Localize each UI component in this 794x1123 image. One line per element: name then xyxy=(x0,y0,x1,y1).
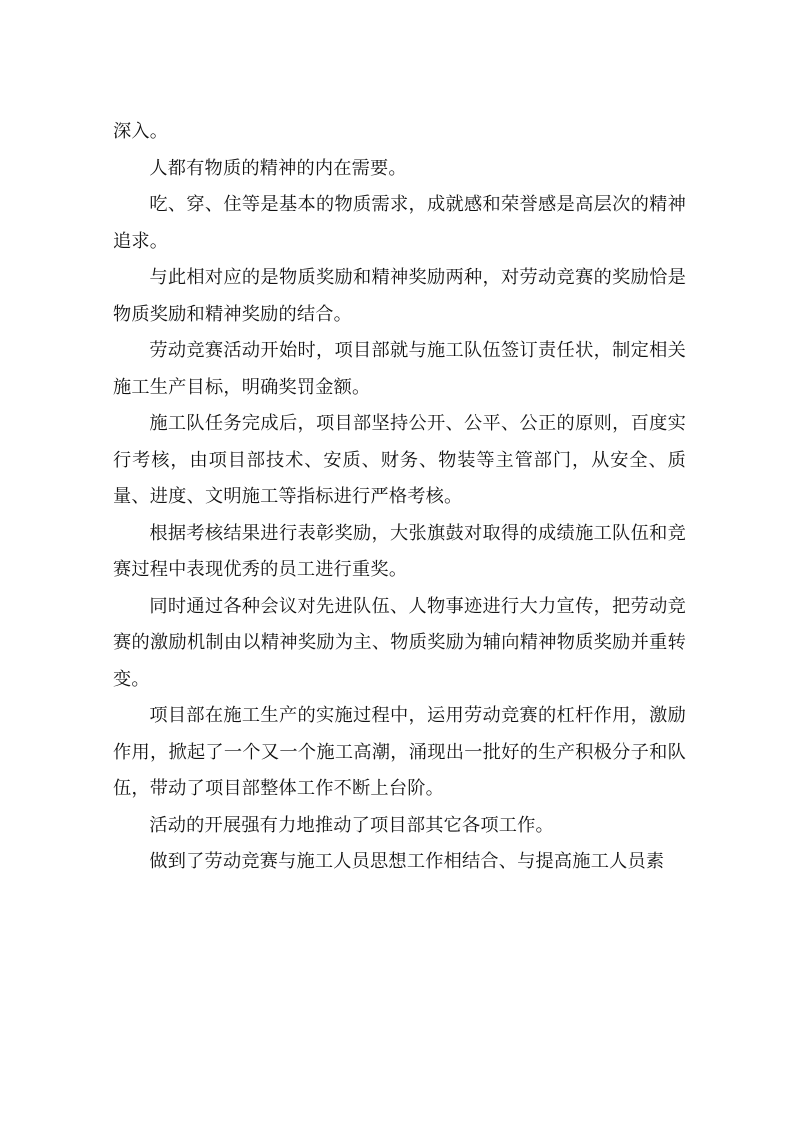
paragraph: 活动的开展强有力地推动了项目部其它各项工作。 xyxy=(149,814,554,836)
paragraph: 根据考核结果进行表彰奖励，大张旗鼓对取得的成绩施工队伍和竞赛过程中表现优秀的员工进行重奖。 xyxy=(113,522,686,580)
paragraph: 项目部在施工生产的实施过程中，运用劳动竞赛的杠杆作用，激励作用，掀起了一个又一个施工高潮，涌现出一批好的生产积极分子和队伍，带动了项目部整体工作不断上台阶。 xyxy=(113,705,686,799)
paragraph: 吃、穿、住等是基本的物质需求，成就感和荣誉感是高层次的精神追求。 xyxy=(113,194,686,252)
paragraph: 同时通过各种会议对先进队伍、人物事迹进行大力宣传，把劳动竞赛的激励机制由以精神奖励为主、物质奖励为辅向精神物质奖励并重转变。 xyxy=(113,595,686,690)
paragraph: 施工队任务完成后，项目部坚持公开、公平、公正的原则，百度实行考核，由项目部技术、安质、财务、物装等主管部门，从安全、质量、进度、文明施工等指标进行严格考核。 xyxy=(113,413,686,507)
paragraph: 做到了劳动竞赛与施工人员思想工作相结合、与提高施工人员素 xyxy=(149,851,665,872)
paragraph: 人都有物质的精神的内在需要。 xyxy=(149,157,407,179)
document-body xyxy=(113,114,686,881)
paragraph: 与此相对应的是物质奖励和精神奖励两种，对劳动竞赛的奖励恰是物质奖励和精神奖励的结合。 xyxy=(113,267,686,325)
paragraph: 深入。 xyxy=(113,121,169,142)
paragraph: 劳动竞赛活动开始时，项目部就与施工队伍签订责任状，制定相关施工生产目标，明确奖罚金额。 xyxy=(113,340,686,398)
